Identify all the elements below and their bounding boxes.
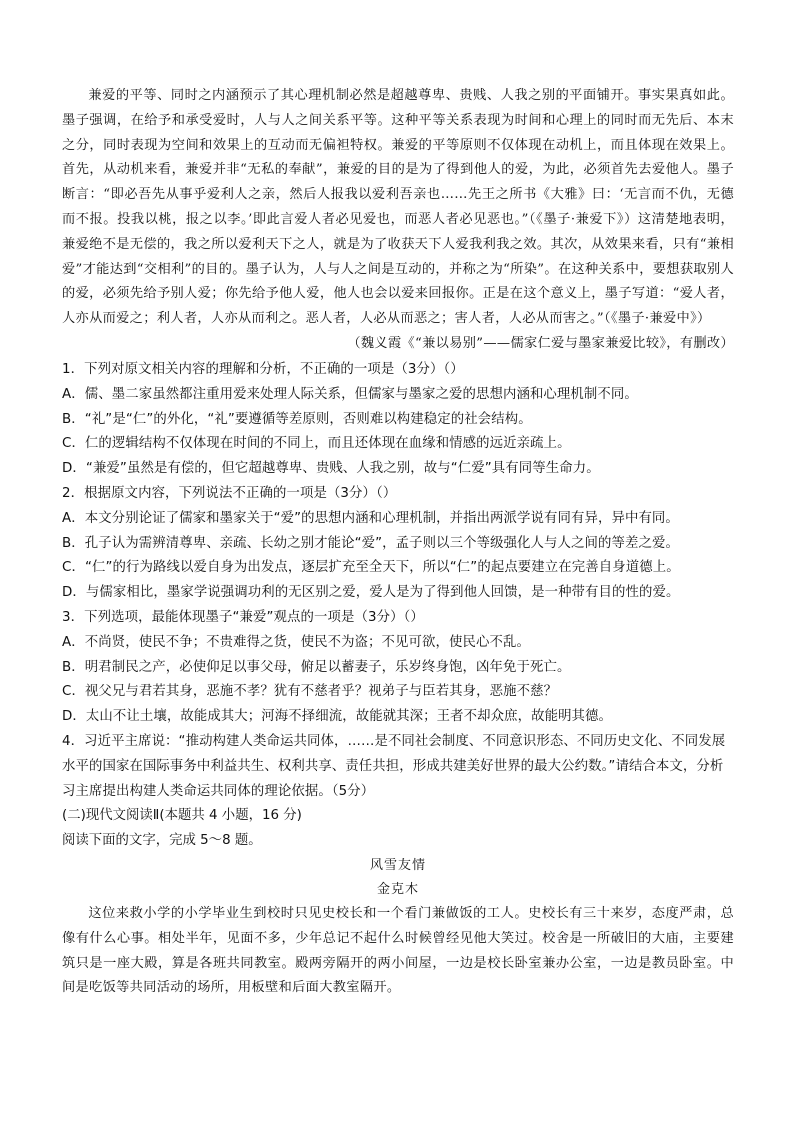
question-4: [62, 730, 734, 804]
question-1: [62, 358, 734, 482]
option-c: C．“仁”的行为路线以爱自身为出发点，逐层扩充至全天下，所以“仁”的起点要建立在完善自身道德上。: [62, 560, 680, 576]
option-b: B．“礼”是“仁”的外化，“礼”要遵循等差原则，否则难以构建稳定的社会结构。: [62, 411, 532, 427]
story-title: 风雪友情: [369, 857, 426, 873]
question-stem: 2．根据原文内容，下列说法不正确的一项是（3分）（）: [62, 485, 397, 501]
option-a: A．儒、墨二家虽然都注重用爱来处理人际关系，但儒家与墨家之爱的思想内涵和心理机制不同。: [62, 386, 638, 402]
option-d: D．太山不让土壤，故能成其大；河海不择细流，故能就其深；王者不却众庶，故能明其德。: [62, 709, 613, 725]
passage-source: （魏义霞《“兼以易别”——儒家仁爱与墨家兼爱比较》，有删改）: [347, 335, 734, 351]
section-instruction: 阅读下面的文字，完成 5～8 题。: [62, 833, 262, 849]
section-heading: (二)现代文阅读Ⅱ(本题共 4 小题，16 分): [62, 808, 302, 824]
option-c: C．仁的逻辑结构不仅体现在时间的不同上，而且还体现在血缘和情感的远近亲疏上。: [62, 436, 571, 452]
option-b: B．孔子认为需辨清尊卑、亲疏、长幼之别才能论“爱”，孟子则以三个等级强化人与人之间的等差之爱。: [62, 535, 679, 551]
story-paragraph: 这位来救小学的小学毕业生到校时只见史校长和一个看门兼做饭的工人。史校长有三十来岁，态度严肃，总像有什么心事。相处半年，见面不多，少年总记不起什么时候曾经见他大笑过。校舍是一所破旧的大庙，主要建筑只是一座大殿，算是各班共同教室。殿两旁隔开的两小间屋，一边是校长卧室兼办公室，一边是教员卧室。中间是吃饭等共同活动的场所，用板壁和后面大教室隔开。: [62, 905, 734, 996]
option-d: D．与儒家相比，墨家学说强调功利的无区别之爱，爱人是为了得到他人回馈，是一种带有目的性的爱。: [62, 585, 680, 601]
option-d: D．“兼爱”虽然是有偿的，但它超越尊卑、贵贱、人我之别，故与“仁爱”具有同等生命力。: [62, 461, 600, 477]
passage-paragraph: 兼爱的平等、同时之内涵预示了其心理机制必然是超越尊卑、贵贱、人我之别的平面铺开。事实果真如此。墨子强调，在给予和承受爱时，人与人之间关系平等。这种平等关系表现为时间和心理上的同时而无先后、本末之分，同时表现为空间和效果上的互动而无偏袒特权。兼爱的平等原则不仅体现在动机上，而且体现在效果上。首先，从动机来看，兼爱并非“无私的奉献”，兼爱的目的是为了得到他人的爱，为此，必须首先去爱他人。墨子断言：“即必吾先从事乎爱利人之亲，然后人报我以爱利吾亲也……先王之所书《大雅》曰：‘无言而不仇，无德而不报。投我以桃，报之以李。’即此言爱人者必见爱也，而恶人者必见恶也。”（《墨子·兼爱下》）这清楚地表明，兼爱绝不是无偿的，我之所以爱利天下之人，就是为了收获天下人爱我利我之效。其次，从效果来看，只有“兼相爱”才能达到“交相利”的目的。墨子认为，人与人之间是互动的，并称之为“所染”。在这种关系中，要想获取别人的爱，必须先给予别人爱；你先给予他人爱，他人也会以爱来回报你。正是在这个意义上，墨子写道：“爱人者，人亦从而爱之；利人者，人亦从而利之。恶人者，人必从而恶之；害人者，人必从而害之。”（《墨子·兼爱中》）: [62, 88, 734, 327]
option-c: C．视父兄与君若其身，恶施不孝？犹有不慈者乎？视弟子与臣若其身，恶施不慈？: [62, 684, 558, 700]
story-author: 金克木: [376, 881, 419, 897]
option-a: A．不尚贤，使民不争；不贵难得之货，使民不为盗；不见可欲，使民心不乱。: [62, 634, 530, 650]
document-page: [62, 84, 734, 1001]
question-2: [62, 482, 734, 606]
question-stem: 4．习近平主席说：“推动构建人类命运共同体，……是不同社会制度、不同意识形态、不同历史文化、不同发展水平的国家在国际事务中利益共生、权利共享、责任共担，形成共建美好世界的最大公约数。”请结合本文，分析习主席提出构建人类命运共同体的理论依据。（5分）: [62, 733, 726, 799]
option-b: B．明君制民之产，必使仰足以事父母，俯足以蓄妻子，乐岁终身饱，凶年免于死亡。: [62, 659, 571, 675]
option-a: A．本文分别论证了儒家和墨家关于“爱”的思想内涵和心理机制，并指出两派学说有同有异，异中有同。: [62, 510, 679, 526]
question-stem: 1．下列对原文相关内容的理解和分析，不正确的一项是（3分）（）: [62, 361, 464, 377]
question-3: [62, 606, 734, 730]
question-stem: 3．下列选项，最能体现墨子“兼爱”观点的一项是（3分）（）: [62, 609, 424, 625]
